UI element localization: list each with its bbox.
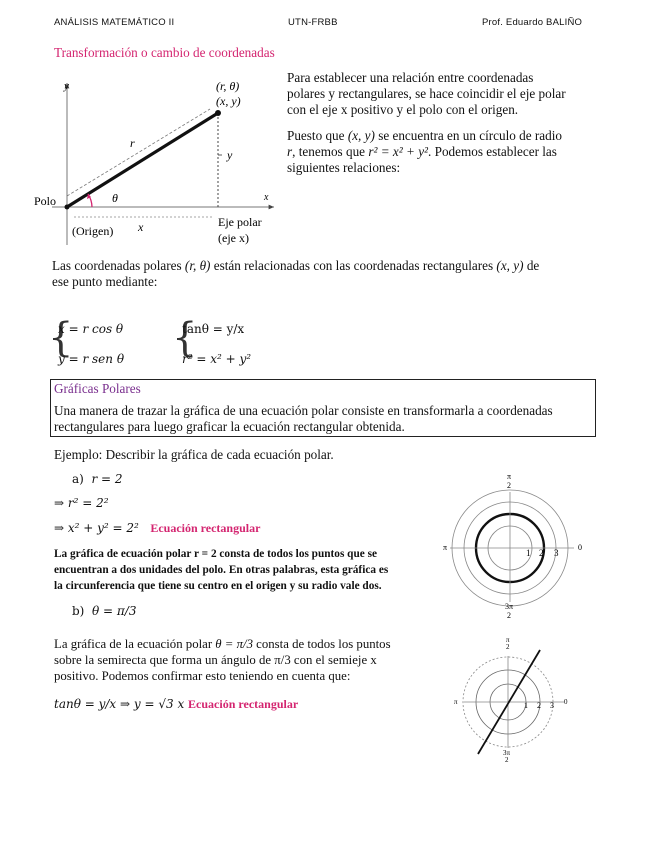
origin-marker: [65, 205, 70, 210]
box-text: Una manera de trazar la gráfica de una ecuación polar consiste en transformarla a coordenadas rectangulares para luego graficar la ecuación rectangular obtenida.: [54, 403, 553, 434]
desc-a: La gráfica de ecuación polar r = 2 consta de todos los puntos que se encuentran a dos unidades del polo. En otras palabras, esta gráfica es la circunferencia que tiene su centro en el origen y su radio vale dos.: [54, 548, 389, 592]
desc-b: La gráfica de la ecuación polar θ = π/3 consta de todos los puntos sobre la semirecta que forma un ángulo de π/3 con el semieje x positivo. Podemos confirmar esto teniendo en cuenta que:: [54, 637, 391, 683]
svg-text:1: 1: [526, 548, 531, 558]
header-left: ANÁLISIS MATEMÁTICO II: [54, 17, 175, 28]
svg-text:π: π: [506, 636, 510, 644]
paragraph-circulo: Puesto que (x, y) se encuentra en un círculo de radio r, tenemos que r² = x² + y². Podemos establecer las siguientes relaciones:: [287, 128, 563, 175]
paragraph-relacion: Para establecer una relación entre coordenadas polares y rectangulares, se hace coincidir el eje polar con el eje x positivo y el polo con el origen.: [287, 70, 566, 117]
label-polo: Polo: [34, 194, 57, 208]
radius-segment: [67, 113, 218, 207]
result-b: tanθ = y/x ⇒ y = √3 x Ecuación rectangular: [54, 697, 299, 711]
eq-r2: r² = x² + y²: [182, 352, 252, 366]
svg-text:3: 3: [550, 701, 554, 710]
label-eje-polar: Eje polar: [218, 215, 262, 229]
label-r: r: [130, 136, 135, 150]
example-b: b) θ = π/3: [72, 604, 137, 618]
svg-text:3π: 3π: [505, 602, 514, 611]
svg-text:0: 0: [578, 543, 582, 552]
svg-text:0: 0: [564, 698, 568, 706]
section-title-transformacion: Transformación o cambio de coordenadas: [54, 45, 275, 60]
polar-plot-theta: [446, 636, 586, 764]
svg-text:1: 1: [524, 701, 528, 710]
label-axis-y: y: [64, 80, 69, 92]
svg-text:2: 2: [505, 756, 509, 764]
label-eje-x: (eje x): [218, 231, 249, 245]
svg-text:π: π: [443, 543, 448, 552]
svg-text:2: 2: [507, 611, 511, 620]
example-a: a) r = 2: [72, 472, 123, 486]
svg-text:2: 2: [507, 481, 511, 490]
eq-x-rcos: x = r cos θ: [58, 322, 124, 336]
svg-text:2: 2: [506, 643, 510, 651]
label-x: x: [138, 220, 144, 234]
eq-tan: tanθ = y/x: [182, 322, 245, 336]
label-point-rect: (x, y): [216, 94, 241, 108]
svg-text:3: 3: [554, 548, 559, 558]
polar-rect-diagram: [34, 75, 284, 250]
label-axis-x: x: [264, 192, 269, 203]
ejemplo-text: Ejemplo: Describir la gráfica de cada ecuación polar.: [54, 447, 334, 462]
label-y: y: [227, 148, 233, 162]
header-right: Prof. Eduardo BALIÑO: [482, 17, 583, 28]
step-a1: ⇒ r² = 2²: [54, 496, 109, 510]
paragraph-mediante: Las coordenadas polares (r, θ) están relacionadas con las coordenadas rectangulares (x, y) de ese punto mediante:: [52, 258, 540, 289]
label-theta: θ: [112, 191, 118, 205]
header-center: UTN-FRBB: [288, 17, 338, 28]
step-a2: ⇒ x² + y² = 2² Ecuación rectangular: [54, 521, 261, 535]
eq-y-rsen: y = r sen θ: [58, 352, 125, 366]
label-point-polar: (r, θ): [216, 79, 240, 93]
svg-text:π: π: [454, 698, 458, 706]
svg-text:2: 2: [537, 701, 541, 710]
brace-left-2: {: [172, 315, 198, 361]
label-origen: (Origen): [72, 224, 114, 238]
svg-text:2: 2: [539, 548, 544, 558]
svg-text:3π: 3π: [503, 749, 511, 757]
polar-plot-r2: [440, 470, 585, 620]
point-marker: [215, 110, 221, 116]
box-title: Gráficas Polares: [54, 381, 141, 396]
brace-left-1: {: [48, 315, 74, 361]
svg-text:π: π: [507, 472, 512, 481]
